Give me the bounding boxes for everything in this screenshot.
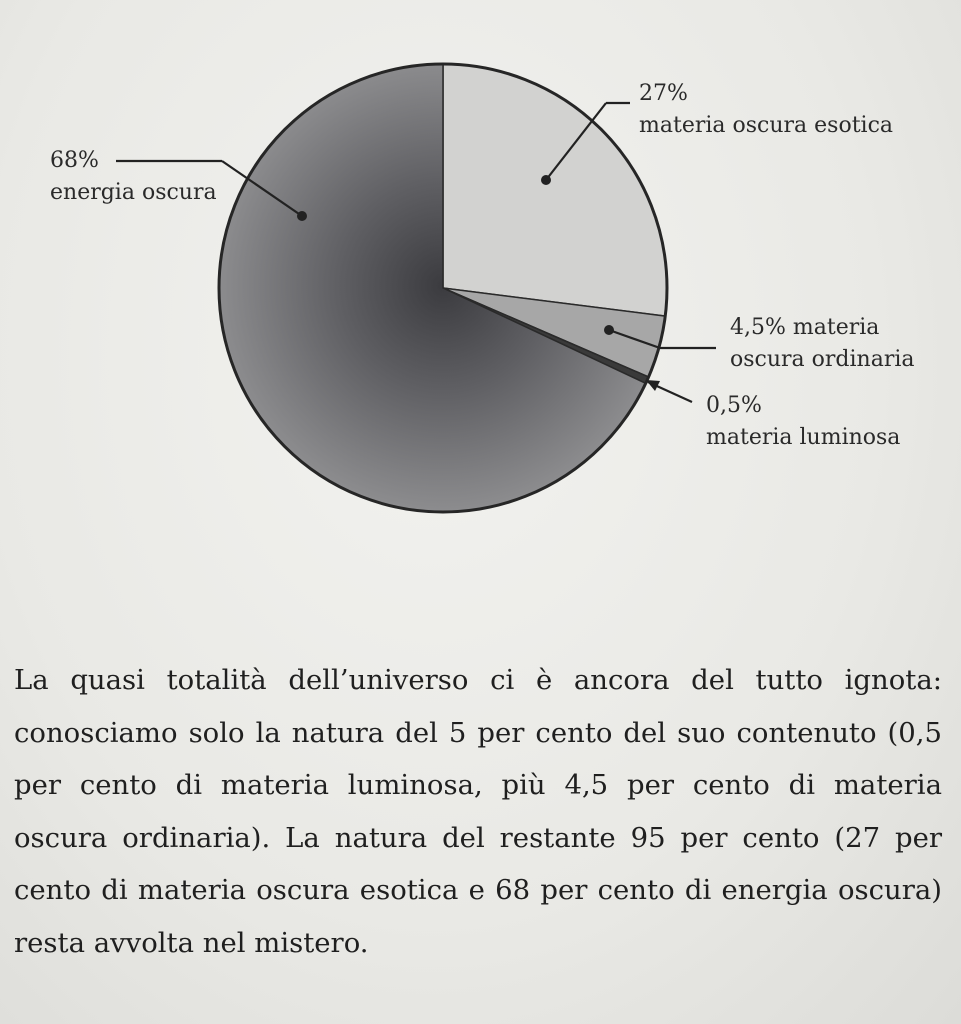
label-materia-oscura-ordinaria-value: 4,5% materia	[730, 315, 880, 340]
figure-caption: La quasi totalità dell’universo ci è ancora del tutto ignota: conosciamo solo la natura del 5 per cento del suo contenuto (0,5 per cento di materia luminosa, più 4,5 per cento di materia oscura ordinaria). La natura del restante 95 per cento (27 per cento di materia oscura esotica e 68 per cento di energia oscura) resta avvolta nel mistero.	[14, 664, 942, 959]
label-energia-oscura-value: 68%	[50, 148, 99, 173]
label-energia-oscura	[50, 145, 217, 209]
label-materia-oscura-esotica	[639, 78, 893, 142]
label-materia-luminosa	[706, 390, 900, 454]
label-materia-oscura-esotica-text: materia oscura esotica	[639, 113, 894, 138]
pie-slices	[219, 64, 667, 512]
label-materia-luminosa-value: 0,5%	[706, 393, 762, 418]
callout-dot-materia-ordinaria	[604, 325, 614, 335]
label-energia-oscura-text: energia oscura	[50, 180, 217, 205]
callout-dot-materia-esotica	[541, 175, 551, 185]
label-materia-oscura-esotica-value: 27%	[639, 81, 688, 106]
label-materia-oscura-ordinaria-text: oscura ordinaria	[730, 347, 915, 372]
pie-slice-materia-oscura-esotica	[443, 64, 667, 316]
callout-dot-energia-oscura	[297, 211, 307, 221]
label-materia-oscura-ordinaria	[730, 312, 915, 376]
label-materia-luminosa-text: materia luminosa	[706, 425, 901, 450]
